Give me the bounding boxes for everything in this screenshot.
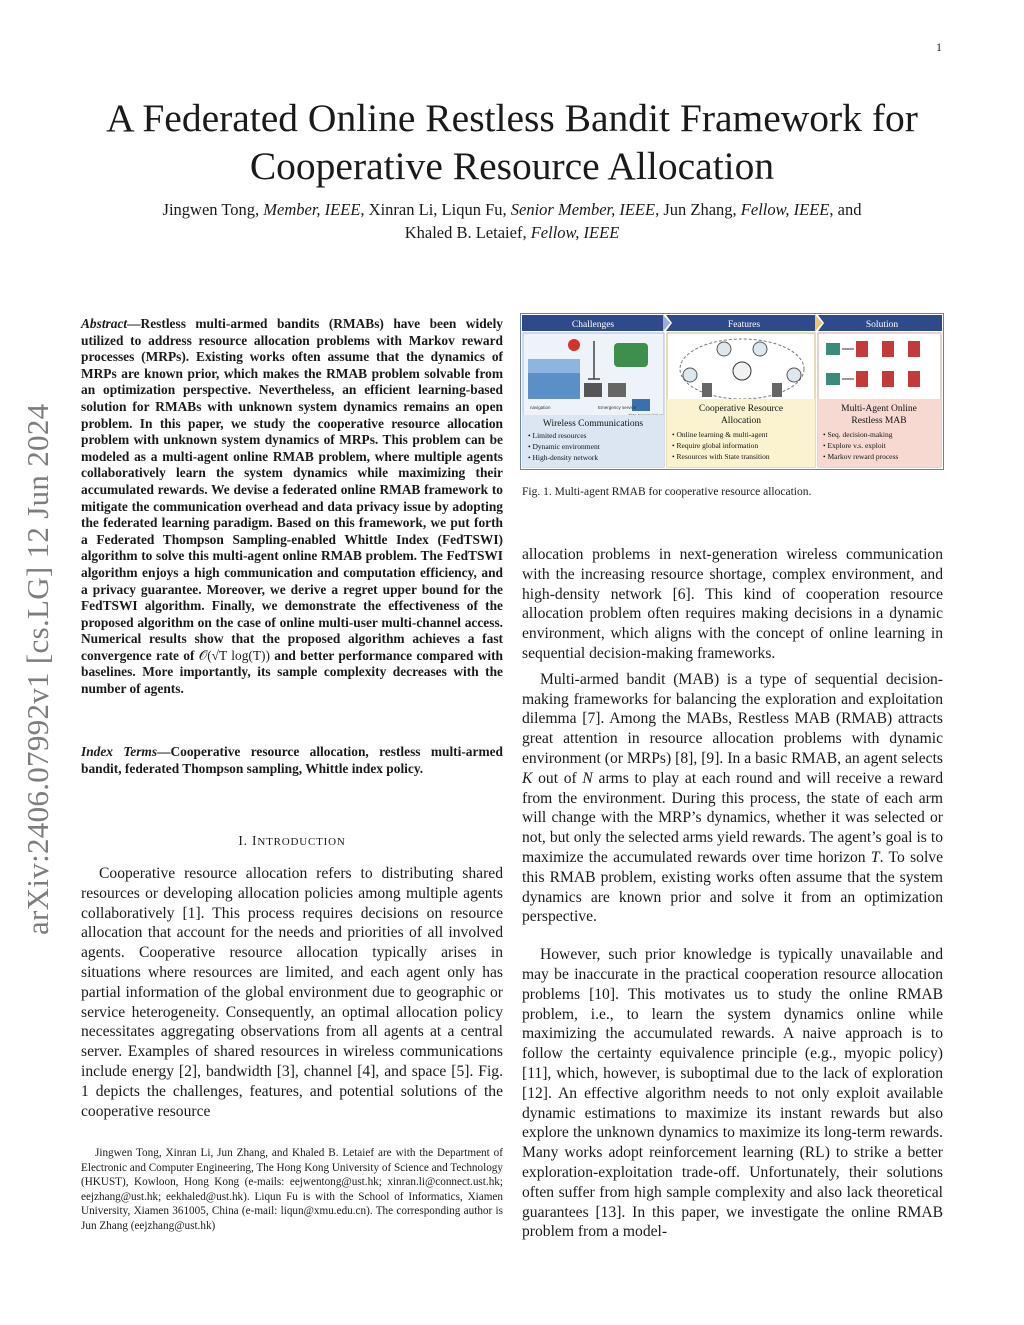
bullet-text: Online learning & multi-agent: [676, 430, 768, 439]
author-line-2: [60, 221, 964, 244]
author-name: Jingwen Tong,: [162, 200, 260, 219]
figure-caption: Fig. 1. Multi-agent RMAB for cooperative resource allocation.: [522, 486, 812, 498]
index-terms-label: Index Terms: [81, 744, 158, 759]
router-icon: [608, 383, 626, 397]
title-line-2: Cooperative Resource Allocation: [249, 144, 775, 188]
text-span: . To solve this RMAB problem, existing works often assume that the system dynamics are known prior and solve it from an optimization perspective.: [522, 848, 943, 926]
author-list: [60, 198, 964, 244]
paragraph-online-rmab: However, such prior knowledge is typically unavailable and may be inaccurate in the practical cooperation resource allocation problems [10]. This motivates us to study the online RMAB problem, i.e., to learn the system dynamics online while maximizing the accumulated rewards. A naive approach is to follow the certainty equivalence principle (e.g., myopic policy) [11], which, however, is suboptimal due to the lack of exploration [12]. An effective algorithm needs to not only exploit available dynamic estimations to maximize its instant rewards but also explore the unknown dynamics to maximize its long-term rewards. Many works adopt reinforcement learning (RL) to strike a better exploration-exploitation trade-off. Unfortunately, their solutions often suffer from high sample complexity and also lack theoretical guarantees [13]. In this paper, we investigate the online RMAB problem from a model-: [522, 946, 943, 1241]
location-pin-icon: [568, 339, 580, 351]
user-device-icon: [772, 383, 782, 397]
abstract-label: Abstract: [81, 316, 128, 331]
page-number: 1: [936, 40, 942, 54]
central-server-icon: [733, 362, 751, 380]
slot-machine-icon: [856, 371, 868, 387]
icon-caption: navigation: [530, 405, 551, 410]
math-symbol: T: [870, 848, 880, 866]
agent-node-icon: [787, 368, 801, 382]
right-column-text: [522, 545, 943, 1242]
paper-title: [60, 94, 964, 190]
bullet-item: • Markov reward process: [823, 452, 899, 461]
bullet-text: Dynamic environment: [532, 442, 600, 451]
sky-icon: [528, 359, 580, 373]
bullet-item: • Online learning & multi-agent: [672, 430, 768, 439]
panel-solution-title-1: Multi-Agent Online: [841, 404, 917, 414]
user-device-icon: [702, 383, 712, 397]
bullet-text: Markov reward process: [827, 452, 899, 461]
bullet-item: • Resources with State transition: [672, 452, 770, 461]
agent-node-icon: [717, 342, 731, 356]
author-role: Senior Member, IEEE: [510, 200, 656, 219]
abstract: [81, 316, 503, 698]
math-symbol: N: [582, 769, 593, 787]
intro-paragraph: Cooperative resource allocation refers to distributing shared resources or developing allocation policies among multiple agents collaboratively [1]. This process requires decisions on resource allocation that account for the needs and priorities of all involved agents. Cooperative resource allocation typically arises in situations where resources are limited, and each agent only has partial information of the global environment due to geographic or service heterogeneity. Consequently, an optimal allocation policy necessitates aggregating observations from all agents at a central server. Examples of shared resources in wireless communications include energy [2], bandwidth [3], channel [4], and space [5]. Fig. 1 depicts the challenges, features, and potential solutions of the cooperative resource: [81, 865, 503, 1120]
agent-node-icon: [753, 342, 767, 356]
bullet-text: Require global information: [676, 441, 759, 450]
server-icon: [584, 383, 602, 397]
text-span: arms to play at each round and will receive a reward from the environment. During this process, the state of each arm will change with the MRP’s dynamics, whether it was selected or not, but only the selected arms yield rewards. The agent’s goal is to maximize the accumulated rewards over time horizon: [522, 769, 943, 866]
header-label-0: Challenges: [571, 320, 615, 330]
bullet-text: Explore v.s. exploit: [827, 441, 886, 450]
author-role: Member, IEEE: [263, 200, 361, 219]
bandit-arm-icon: [826, 343, 840, 355]
text-span: Multi-armed bandit (MAB) is a type of sequential decision-making frameworks for balancing the exploration and exploitation dilemma [7]. Among the MABs, Restless MAB (RMAB) attracts great attention in resource allocation problems with dynamic environment (or MRPs) [8], [9]. In a basic RMAB, an agent selects: [522, 670, 943, 767]
arxiv-identifier: arXiv:2406.07992v1 [cs.LG] 12 Jun 2024: [20, 403, 55, 935]
slot-machine-icon: [882, 371, 894, 387]
bullet-item: • Dynamic environment: [528, 442, 600, 451]
wifi-icon: [614, 343, 648, 367]
bullet-item: • High-density network: [528, 453, 599, 462]
convergence-rate: 𝒪(√T log(T)): [198, 647, 270, 663]
section-number: I.: [238, 833, 253, 848]
paragraph-mab: [522, 670, 943, 927]
panel-challenges-title: Wireless Communications: [542, 419, 644, 429]
bullet-item: • Limited resources: [528, 431, 587, 440]
author-line-1: [60, 198, 964, 221]
bullet-text: Limited resources: [532, 431, 587, 440]
panel-features-title-2: Allocation: [720, 416, 762, 426]
header-label-1: Features: [727, 320, 761, 330]
author-name: , Xinran Li, Liqun Fu,: [360, 200, 507, 219]
bullet-item: • Require global information: [672, 441, 759, 450]
index-terms-text: —Cooperative resource allocation, restless multi-armed bandit, federated Thompson sampling, Whittle index policy.: [81, 744, 503, 776]
bullet-text: Seq. decision-making: [827, 430, 893, 439]
slot-machine-icon: [882, 341, 894, 357]
slot-machine-icon: [908, 341, 920, 357]
author-name: Khaled B. Letaief,: [404, 223, 527, 242]
author-role: Fellow, IEEE: [740, 200, 830, 219]
figure-1: [520, 313, 944, 470]
bullet-text: High-density network: [532, 453, 599, 462]
panel-features-title-1: Cooperative Resource: [698, 404, 784, 414]
abstract-text: —Restless multi-armed bandits (RMABs) have been widely utilized to address resource allocation problems with Markov reward processes (MRPs). Existing works often assume that the dynamics of MRPs are known prior, which makes the RMAB problem solvable from an optimization perspective. Nevertheless, an efficient learning-based solution for RMABs with unknown system dynamics remains an open problem. In this paper, we study the cooperative resource allocation problem with unknown system dynamics of MRPs. This problem can be modeled as a multi-agent online RMAB problem, where multiple agents collaboratively learn the system dynamics while maximizing their accumulated rewards. We devise a federated online RMAB framework to mitigate the communication overhead and data privacy issue by adopting the federated learning paradigm. Based on this framework, we put forth a Federated Thompson Sampling-enabled Whittle Index (FedTSWI) algorithm to solve this multi-agent online RMAB problem. The FedTSWI algorithm enjoys a high communication and computation efficiency, and a privacy guarantee. Moreover, we derive a regret upper bound for the FedTSWI algorithm. Finally, we demonstrate the effectiveness of the proposed algorithm on the case of online multi-user multi-channel access. Numerical results show that the proposed algorithm achieves a fast convergence rate of: [81, 316, 503, 663]
text-span: out of: [532, 769, 583, 787]
author-role: Fellow, IEEE: [530, 223, 620, 242]
section-title-rest: NTRODUCTION: [257, 836, 346, 848]
author-name: , Jun Zhang,: [655, 200, 737, 219]
slot-machine-icon: [856, 341, 868, 357]
bullet-text: Resources with State transition: [676, 452, 770, 461]
icon-caption: Emergency service: [598, 405, 637, 410]
slot-machine-icon: [908, 371, 920, 387]
author-footnote: Jingwen Tong, Xinran Li, Jun Zhang, and Khaled B. Letaief are with the Department of Electronic and Computer Engineering, The Hong Kong University of Science and Technology (HKUST), Kowloon, Hong Kong (e-mails: eejwentong@ust.hk; xinran.li@connect.ust.hk; eejzhang@ust.hk; eekhaled@ust.hk). Liqun Fu is with the School of Informatics, Xiamen University, Xiamen 361005, China (e-mail: liqun@xmu.edu.cn). The corresponding author is Jun Zhang (eejzhang@ust.hk): [81, 1147, 503, 1232]
author-conjunction: , and: [829, 200, 862, 219]
math-symbol: K: [522, 769, 533, 787]
abstract-text-end: and better performance compared with baselines. More importantly, its sample complexity decreases with the number of agents.: [81, 647, 503, 697]
bullet-item: • Seq. decision-making: [823, 430, 893, 439]
section-initial: I: [252, 833, 258, 848]
paragraph-continued: allocation problems in next-generation wireless communication with the increasing resource shortage, complex environment, and high-density network [6]. This kind of cooperation resource allocation problem often requires making decisions in a dynamic environment, which aligns with the concept of online learning in sequential decision-making frameworks.: [522, 546, 943, 662]
section-heading: [81, 833, 503, 849]
panel-solution-title-2: Restless MAB: [851, 416, 907, 426]
header-label-2: Solution: [865, 320, 899, 330]
title-line-1: A Federated Online Restless Bandit Framework for: [106, 96, 918, 140]
bandit-arm-icon: [826, 373, 840, 385]
agent-node-icon: [683, 368, 697, 382]
index-terms: [81, 744, 503, 777]
bullet-item: • Explore v.s. exploit: [823, 441, 886, 450]
